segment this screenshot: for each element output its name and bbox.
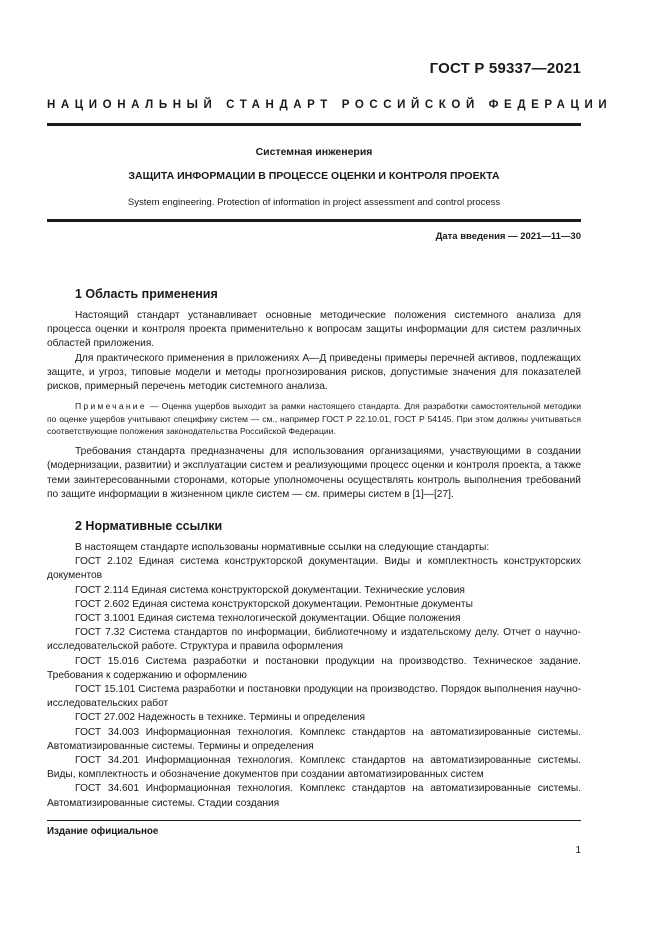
reference-item: ГОСТ 2.602 Единая система конструкторской документации. Ремонтные документы [75, 598, 473, 610]
section-1-note [47, 400, 581, 437]
reference-item: ГОСТ 7.32 Система стандартов по информации, библиотечному и издательскому делу. Отчет о научно-исследовательской работе. Структура и правила оформления [47, 627, 581, 653]
title-divider [47, 219, 581, 222]
reference-item: ГОСТ 27.002 Надежность в технике. Термины и определения [75, 712, 365, 724]
edition-label: Издание официальное [47, 826, 159, 837]
note-text: — Оценка ущербов выходит за рамки настоящего стандарта. Для разработки самостоятельной методики по оценке ущербов учитывают специфику систем — см., например ГОСТ Р 22.10.01, ГОСТ Р 54145. При этом должны учитываться соответствующие положения законодательства Российской Федерации. [47, 401, 581, 436]
reference-item: ГОСТ 2.102 Единая система конструкторской документации. Виды и комплектность конструкторских документов [47, 556, 581, 582]
reference-item: ГОСТ 34.201 Информационная технология. Комплекс стандартов на автоматизированные системы. Виды, комплектность и обозначение документов при создании автоматизированных систем [47, 754, 581, 781]
footer-divider [47, 820, 581, 821]
reference-item: ГОСТ 34.601 Информационная технология. Комплекс стандартов на автоматизированные системы. Автоматизированные системы. Стадии создания [47, 783, 581, 809]
section-2-intro: В настоящем стандарте использованы нормативные ссылки на следующие стандарты: [75, 541, 490, 553]
reference-item: ГОСТ 3.1001 Единая система технологической документации. Общие положения [75, 612, 461, 624]
section-1-heading: 1 Область применения [75, 287, 218, 301]
introduction-date: Дата введения — 2021—11—30 [435, 231, 581, 242]
reference-item: ГОСТ 34.003 Информационная технология. Комплекс стандартов на автоматизированные системы. Автоматизированные системы. Термины и определения [47, 726, 581, 752]
standard-title: ЗАЩИТА ИНФОРМАЦИИ В ПРОЦЕССЕ ОЦЕНКИ И КОНТРОЛЯ ПРОЕКТА [128, 170, 500, 182]
page-number: 1 [575, 845, 581, 856]
section-2-heading: 2 Нормативные ссылки [75, 518, 223, 533]
reference-item: ГОСТ 15.101 Система разработки и постановки продукции на производство. Порядок выполнения научно-исследовательских работ [47, 683, 581, 710]
note-label: Примечание [75, 401, 147, 412]
document-body [47, 286, 581, 811]
section-1-paragraph: Требования стандарта предназначены для использования организациями, участвующими в создании (модернизации, развитии) и эксплуатации систем и реализующими процесс оценки и контроля проекта, а также теми заинтересованными сторонами, которые уполномочены осуществлять контроль выполнения требований по защите информации в жизненном цикле систем — см. примеры систем в [1]—[27]. [47, 446, 581, 500]
standard-series: Системная инженерия [255, 146, 373, 158]
english-title: System engineering. Protection of information in project assessment and control process [127, 197, 501, 208]
section-1-paragraph: Для практического применения в приложениях А—Д приведены примеры перечней активов, подлежащих защите, и угроз, типовые модели и методы прогнозирования рисков, допустимые значения для показателей рисков, примерный перечень методик системного анализа. [47, 352, 581, 393]
section-1-paragraph: Настоящий стандарт устанавливает основные методические положения системного анализа для процесса оценки и контроля проекта применительно к вопросам защиты информации для систем различных областей приложения. [47, 310, 581, 350]
document-number: ГОСТ Р 59337—2021 [429, 60, 581, 77]
top-divider [47, 123, 581, 126]
reference-item: ГОСТ 2.114 Единая система конструкторской документации. Технические условия [75, 584, 465, 596]
national-standard-banner: НАЦИОНАЛЬНЫЙ СТАНДАРТ РОССИЙСКОЙ ФЕДЕРАЦИИ [47, 99, 613, 111]
reference-item: ГОСТ 15.016 Система разработки и постановки продукции на производство. Техническое задание. Требования к содержанию и оформлению [47, 655, 581, 681]
